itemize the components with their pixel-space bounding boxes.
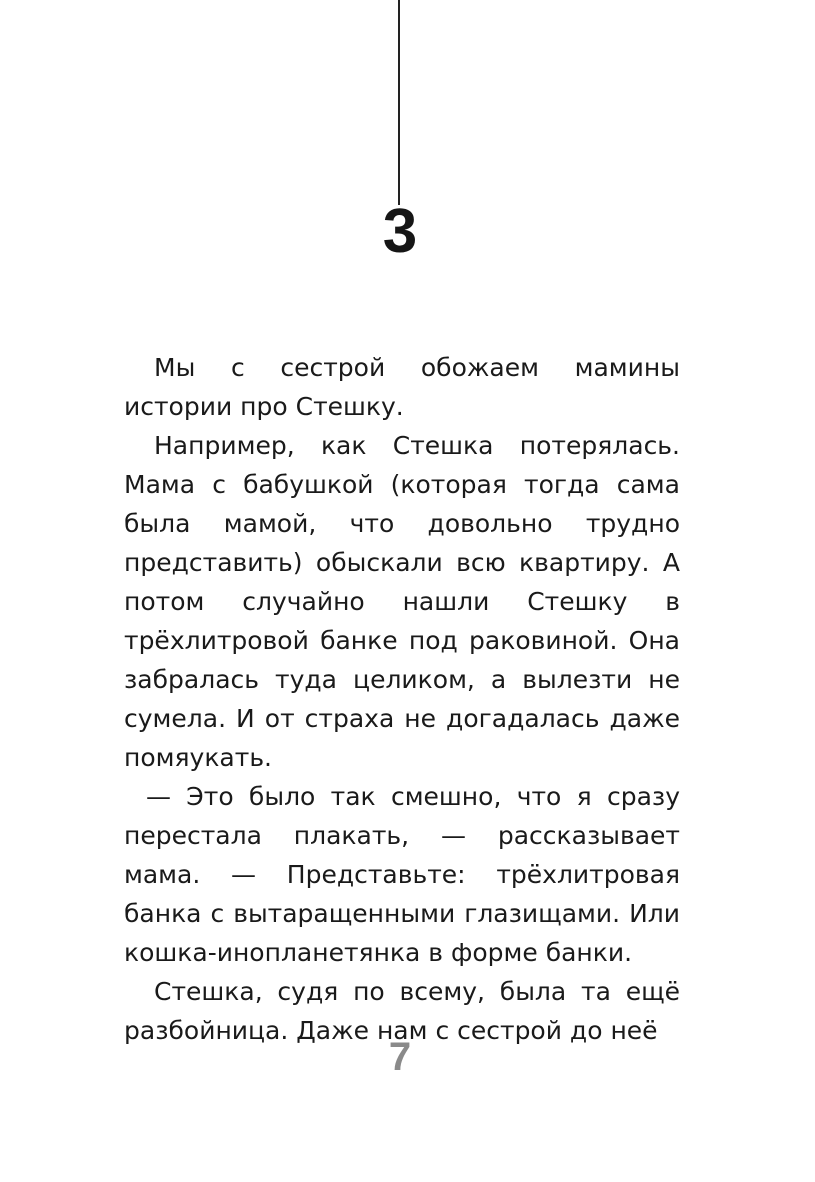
chapter-body-text [124,348,680,1050]
page-number: 7 [388,1035,412,1079]
paragraph-1: Мы с сестрой обожаем мамины истории про Стешку. [124,353,680,421]
paragraph-3-dialogue: — Это было так смешно, что я сразу перестала плакать, — рассказывает мама. — Представьте: трёхлитровая банка с вытаращенными глазищами. Или кошка-инопланетянка в форме банки. [124,782,680,967]
paragraph-2: Например, как Стешка потерялась. Мама с бабушкой (которая тогда сама была мамой, что довольно трудно представить) обыскали всю квартиру. А потом случайно нашли Стешку в трёхлитровой банке под раковиной. Она забралась туда целиком, а вылезти не сумела. И от страха не догадалась даже помяукать. [124,431,680,772]
paragraph-4: Стешка, судя по всему, была та ещё разбойница. Даже нам с сестрой до неё [124,977,680,1045]
hanging-thread-decoration [398,0,400,205]
chapter-number: 3 [382,197,418,266]
